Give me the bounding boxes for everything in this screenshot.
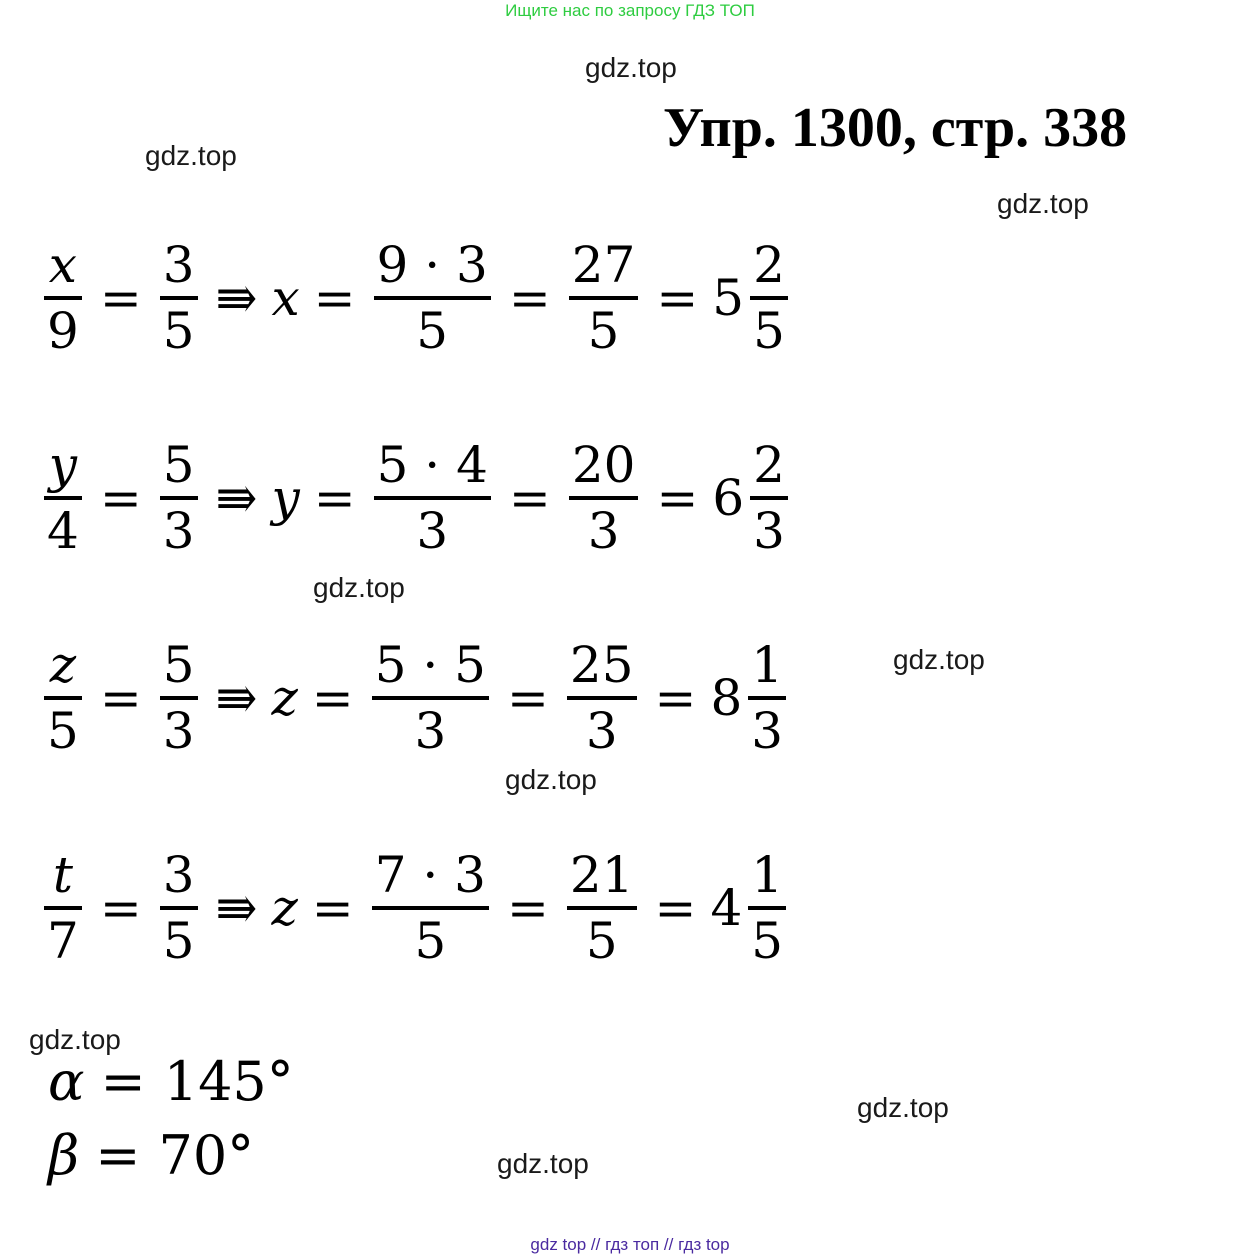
footer-links: gdz top // гдз топ // гдз top xyxy=(530,1235,730,1254)
fraction-numerator: 5 xyxy=(162,636,195,694)
variable: z xyxy=(271,879,298,937)
fraction-denominator: 3 xyxy=(753,502,785,560)
equals-sign: = xyxy=(654,879,697,937)
rhs-fraction xyxy=(160,434,198,562)
implies-arrow: ⇛ xyxy=(215,269,258,327)
step-fraction xyxy=(372,634,489,762)
fraction-numerator: 5 xyxy=(162,436,195,494)
angle-value: 145° xyxy=(163,1050,294,1113)
fraction-numerator: 9 · 3 xyxy=(376,236,488,294)
rhs-fraction xyxy=(160,844,198,972)
mixed-fraction xyxy=(750,434,788,562)
fraction-numerator: 5 · 5 xyxy=(374,636,486,694)
equals-sign: = xyxy=(311,879,354,937)
fraction-denominator: 5 xyxy=(414,912,447,970)
lhs-fraction xyxy=(44,234,82,362)
fraction-denominator: 3 xyxy=(162,702,195,760)
step-fraction xyxy=(374,434,491,562)
mixed-fraction xyxy=(750,234,788,362)
fraction-numerator: 7 · 3 xyxy=(374,846,486,904)
fraction-denominator: 3 xyxy=(585,702,618,760)
fraction-denominator: 4 xyxy=(47,502,79,560)
equation-row xyxy=(40,628,790,768)
watermark: gdz.top xyxy=(497,1148,589,1179)
equation-row xyxy=(40,228,792,368)
fraction-denominator: 5 xyxy=(416,302,449,360)
watermark: gdz.top xyxy=(585,52,677,83)
equals-sign: = xyxy=(99,469,142,527)
lhs-fraction xyxy=(44,844,82,972)
result-fraction xyxy=(569,434,639,562)
fraction-denominator: 3 xyxy=(162,502,195,560)
fraction-numerator: 3 xyxy=(162,846,195,904)
watermark: gdz.top xyxy=(29,1024,121,1055)
fraction-denominator: 9 xyxy=(47,302,79,360)
equals-sign: = xyxy=(508,269,551,327)
fraction-numerator: 27 xyxy=(571,236,636,294)
lhs-fraction xyxy=(44,434,82,562)
equals-sign: = xyxy=(99,269,142,327)
watermark: gdz.top xyxy=(997,188,1089,219)
angle-value: 70° xyxy=(158,1124,255,1187)
fraction-numerator: x xyxy=(48,236,77,294)
mixed-whole-part: 4 xyxy=(710,879,743,937)
mixed-fraction xyxy=(748,844,786,972)
fraction-numerator: y xyxy=(48,436,78,494)
angle-alpha xyxy=(48,1050,294,1113)
step-fraction xyxy=(374,234,491,362)
fraction-denominator: 5 xyxy=(585,912,618,970)
mixed-fraction xyxy=(748,634,786,762)
fraction-denominator: 5 xyxy=(162,302,195,360)
page-title: Упр. 1300, стр. 338 xyxy=(663,97,1128,159)
equals-sign: = xyxy=(313,269,356,327)
search-hint-banner: Ищите нас по запросу ГДЗ ТОП xyxy=(505,1,755,20)
fraction-numerator: 21 xyxy=(569,846,634,904)
watermark: gdz.top xyxy=(893,644,985,675)
angle-symbol: α xyxy=(48,1050,85,1113)
rhs-fraction xyxy=(160,634,198,762)
fraction-denominator: 3 xyxy=(751,702,784,760)
fraction-denominator: 5 xyxy=(162,912,195,970)
equals-sign: = xyxy=(654,669,697,727)
fraction-denominator: 3 xyxy=(416,502,449,560)
equals-sign: = xyxy=(508,469,551,527)
equals-sign: = xyxy=(99,879,142,937)
mixed-whole-part: 5 xyxy=(712,269,745,327)
variable: y xyxy=(271,469,300,527)
angle-symbol: β xyxy=(48,1124,80,1187)
step-fraction xyxy=(372,844,489,972)
watermark: gdz.top xyxy=(313,572,405,603)
result-fraction xyxy=(567,844,637,972)
fraction-numerator: t xyxy=(52,846,73,904)
equals-sign: = xyxy=(311,669,354,727)
fraction-numerator: 5 · 4 xyxy=(376,436,488,494)
rhs-fraction xyxy=(160,234,198,362)
equals-sign: = xyxy=(507,879,549,937)
fraction-numerator: z xyxy=(49,636,77,694)
lhs-fraction xyxy=(44,634,82,762)
equals-sign: = xyxy=(95,1124,141,1187)
fraction-numerator: 25 xyxy=(569,636,634,694)
fraction-denominator: 3 xyxy=(587,502,620,560)
fraction-numerator: 3 xyxy=(162,236,195,294)
fraction-numerator: 2 xyxy=(753,236,785,294)
variable: x xyxy=(271,269,300,327)
equals-sign: = xyxy=(100,1050,146,1113)
fraction-numerator: 1 xyxy=(751,846,784,904)
equals-sign: = xyxy=(313,469,356,527)
equation-row xyxy=(40,838,790,978)
watermark: gdz.top xyxy=(857,1092,949,1123)
watermark: gdz.top xyxy=(505,764,597,795)
result-fraction xyxy=(567,634,637,762)
fraction-denominator: 5 xyxy=(751,912,784,970)
implies-arrow: ⇛ xyxy=(215,469,258,527)
mixed-whole-part: 8 xyxy=(710,669,743,727)
fraction-numerator: 20 xyxy=(571,436,636,494)
equals-sign: = xyxy=(656,469,699,527)
fraction-numerator: 1 xyxy=(751,636,784,694)
watermark: gdz.top xyxy=(145,140,237,171)
angle-beta xyxy=(48,1124,254,1187)
variable: z xyxy=(271,669,298,727)
result-fraction xyxy=(569,234,639,362)
fraction-denominator: 7 xyxy=(47,912,79,970)
mixed-whole-part: 6 xyxy=(712,469,745,527)
fraction-denominator: 5 xyxy=(47,702,79,760)
implies-arrow: ⇛ xyxy=(215,669,258,727)
fraction-denominator: 3 xyxy=(414,702,447,760)
equals-sign: = xyxy=(99,669,142,727)
equation-row xyxy=(40,428,792,568)
fraction-denominator: 5 xyxy=(587,302,620,360)
implies-arrow: ⇛ xyxy=(215,879,258,937)
fraction-numerator: 2 xyxy=(753,436,785,494)
equals-sign: = xyxy=(507,669,549,727)
fraction-denominator: 5 xyxy=(753,302,785,360)
equals-sign: = xyxy=(656,269,699,327)
